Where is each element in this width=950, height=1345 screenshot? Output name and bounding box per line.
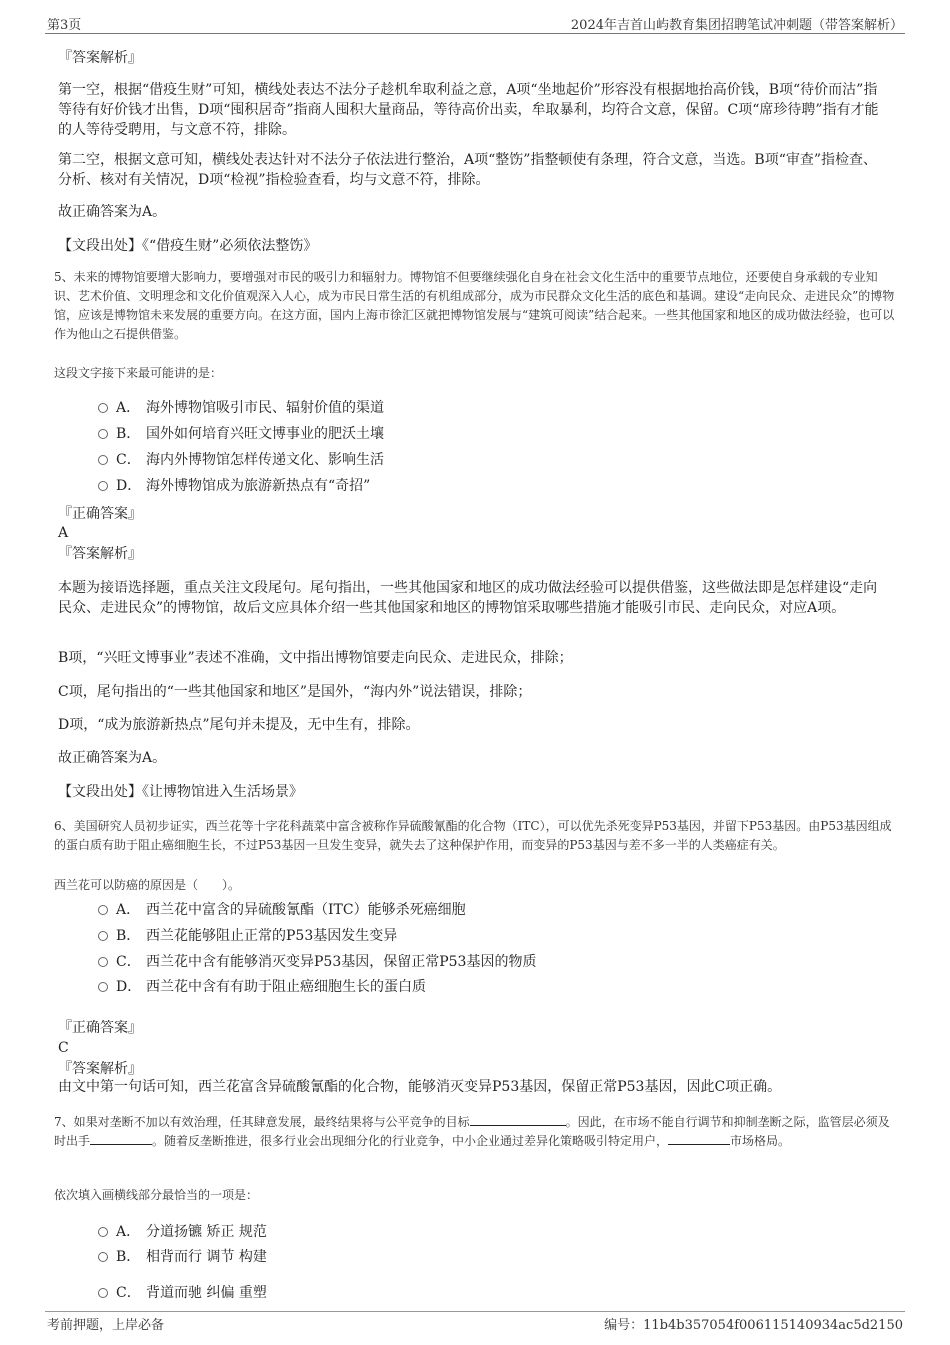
radio-icon[interactable]	[98, 481, 108, 491]
analysis-paragraph: 由文中第一句话可知，西兰花富含异硫酸氰酯的化合物，能够消灭变异P53基因，保留正常P53基因，因此C项正确。	[58, 1079, 782, 1095]
analysis-paragraph: D项，“成为旅游新热点”尾句并未提及，无中生有，排除。	[58, 717, 420, 733]
q5-option-a[interactable]: A． 海外博物馆吸引市民、辐射价值的渠道	[98, 398, 384, 418]
fill-blank-3	[668, 1132, 730, 1145]
radio-icon[interactable]	[98, 982, 108, 992]
source-citation: 【文段出处】《让博物馆进入生活场景》	[58, 784, 303, 800]
source-citation: 【文段出处】《“借疫生财”必须依法整饬》	[58, 238, 318, 254]
analysis-paragraph: 本题为接语选择题，重点关注文段尾句。尾句指出，一些其他国家和地区的成功做法经验可以提供借鉴，这些做法即是怎样建设“走向民众、走进民众”的博物馆，故后文应具体介绍一些其他国家和地区的博物馆采取哪些措施才能吸引市民、走向民众，对应A项。	[58, 580, 878, 616]
document-title: 2024年吉首山屿教育集团招聘笔试冲刺题（带答案解析）	[570, 18, 903, 33]
q7-option-c[interactable]: C． 背道而驰 纠偏 重塑	[98, 1283, 267, 1303]
question-7-stem: 7、如果对垄断不加以有效治理，任其肆意发展，最终结果将与公平竞争的目标 。因此，在市场不能自行调节和抑制垄断之际，监管层必须及时出手 。随着反垄断推进，很多行业会出现细分化的行业竞争，中小企业通过差异化策略吸引特定用户， 市场格局。	[54, 1115, 890, 1148]
correct-answer-value: A	[58, 525, 69, 541]
analysis-paragraph: B项，“兴旺文博事业”表述不准确，文中指出博物馆要走向民众、走进民众，排除；	[58, 650, 573, 666]
radio-icon[interactable]	[98, 1252, 108, 1262]
conclusion-text: 故正确答案为A。	[58, 750, 167, 766]
question-6-prompt: 西兰花可以防癌的原因是（ ）。	[54, 878, 241, 892]
question-6-stem: 6、美国研究人员初步证实，西兰花等十字花科蔬菜中富含被称作异硫酸氰酯的化合物（ITC），可以优先杀死变异P53基因，并留下P53基因。由P53基因组成的蛋白质有助于阻止癌细胞生长，不过P53基因一旦发生变异，就失去了这种保护作用，而变异的P53基因与差不多一半的人类癌症有关。	[54, 819, 892, 852]
radio-icon[interactable]	[98, 1288, 108, 1298]
analysis-label: 『答案解析』	[58, 1061, 142, 1077]
q6-option-a[interactable]: A． 西兰花中富含的异硫酸氰酯（ITC）能够杀死癌细胞	[98, 900, 466, 920]
page-number: 第3页	[47, 18, 82, 33]
q7-option-b[interactable]: B． 相背而行 调节 构建	[98, 1247, 267, 1267]
analysis-label: 『答案解析』	[58, 546, 142, 562]
q5-option-d[interactable]: D． 海外博物馆成为旅游新热点有“奇招”	[98, 476, 370, 496]
header-divider	[45, 33, 905, 34]
q6-option-b[interactable]: B． 西兰花能够阻止正常的P53基因发生变异	[98, 926, 397, 946]
radio-icon[interactable]	[98, 931, 108, 941]
radio-icon[interactable]	[98, 957, 108, 967]
q7-option-a[interactable]: A． 分道扬镳 矫正 规范	[98, 1222, 267, 1242]
q5-option-b[interactable]: B． 国外如何培育兴旺文博事业的肥沃土壤	[98, 424, 384, 444]
radio-icon[interactable]	[98, 905, 108, 915]
footer-divider	[45, 1311, 905, 1312]
q6-option-c[interactable]: C． 西兰花中含有能够消灭变异P53基因，保留正常P53基因的物质	[98, 952, 536, 972]
conclusion-text: 故正确答案为A。	[58, 204, 167, 220]
analysis-paragraph: 第二空，根据文意可知，横线处表达针对不法分子依法进行整治，A项“整饬”指整顿使有条理，符合文意，当选。B项“审查”指检查、分析、核对有关情况，D项“检视”指检验查看，均与文意不符，排除。	[58, 152, 878, 188]
correct-answer-label: 『正确答案』	[58, 1020, 142, 1036]
question-5-prompt: 这段文字接下来最可能讲的是：	[54, 366, 223, 380]
fill-blank-1	[470, 1113, 566, 1126]
correct-answer-value: C	[58, 1040, 69, 1056]
q6-option-d[interactable]: D． 西兰花中含有有助于阻止癌细胞生长的蛋白质	[98, 977, 426, 997]
question-7-prompt: 依次填入画横线部分最恰当的一项是：	[54, 1188, 259, 1202]
document-id: 编号：11b4b357054f006115140934ac5d2150	[604, 1318, 903, 1333]
radio-icon[interactable]	[98, 403, 108, 413]
analysis-paragraph: C项，尾句指出的“一些其他国家和地区”是国外，“海内外”说法错误，排除；	[58, 684, 532, 700]
fill-blank-2	[90, 1132, 152, 1145]
radio-icon[interactable]	[98, 455, 108, 465]
footer-slogan: 考前押题，上岸必备	[47, 1318, 165, 1333]
correct-answer-label: 『正确答案』	[58, 506, 142, 522]
radio-icon[interactable]	[98, 1227, 108, 1237]
analysis-label: 『答案解析』	[58, 50, 142, 66]
question-5-stem: 5、未来的博物馆要增大影响力，要增强对市民的吸引力和辐射力。博物馆不但要继续强化自身在社会文化生活中的重要节点地位，还要使自身承载的专业知识、艺术价值、文明理念和文化价值观深入人心，成为市民日常生活的有机组成部分，成为市民群众文化生活的底色和基调。建设“走向民众、走进民众”的博物馆，应该是博物馆未来发展的重要方向。在这方面，国内上海市徐汇区就把博物馆发展与“建筑可阅读”结合起来。一些其他国家和地区的成功做法经验，也可以作为他山之石提供借鉴。	[54, 270, 895, 341]
radio-icon[interactable]	[98, 429, 108, 439]
q5-option-c[interactable]: C． 海内外博物馆怎样传递文化、影响生活	[98, 450, 384, 470]
analysis-paragraph: 第一空，根据“借疫生财”可知，横线处表达不法分子趁机牟取利益之意，A项“坐地起价”形容没有根据地抬高价钱，B项“待价而沽”指等待有好价钱才出售，D项“囤积居奇”指商人囤积大量商品，等待高价出卖，牟取暴利，均符合文意，保留。C项“席珍待聘”指有才能的人等待受聘用，与文意不符，排除。	[58, 82, 879, 138]
